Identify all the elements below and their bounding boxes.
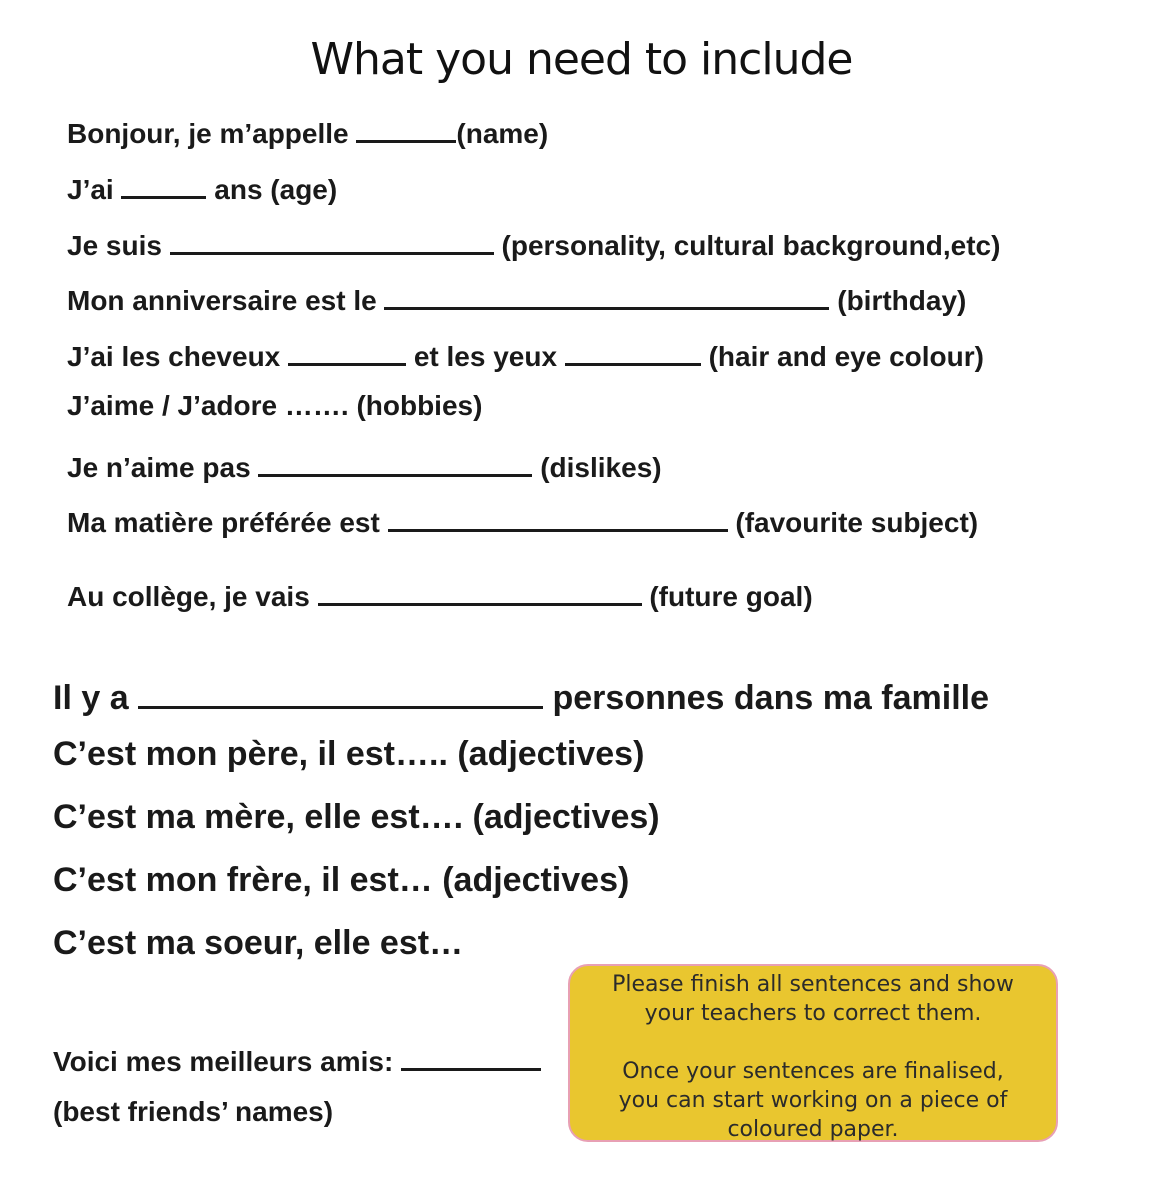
sentence-text: Voici mes meilleurs amis: xyxy=(53,1046,402,1077)
note-line: you can start working on a piece of xyxy=(618,1088,1008,1113)
sentence-hint: (name) xyxy=(456,118,549,149)
sentence-text: Ma matière préférée est xyxy=(67,507,388,538)
family-mother: C’est ma mère, elle est…. (adjectives) xyxy=(53,798,660,836)
sentence-text: et les yeux xyxy=(406,341,565,372)
blank-line xyxy=(121,168,206,199)
note-line: coloured paper. xyxy=(727,1117,899,1142)
sentence-text: J’ai xyxy=(67,174,122,205)
sentence-personality xyxy=(67,224,1000,262)
blank-line xyxy=(384,279,829,310)
sentence-hobbies: J’aime / J’adore ……. (hobbies) xyxy=(67,390,483,421)
sentence-text: Mon anniversaire est le xyxy=(67,285,385,316)
sentence-birthday xyxy=(67,279,966,317)
sentence-hint: (favourite subject) xyxy=(727,507,979,538)
friends-hint: (best friends’ names) xyxy=(53,1096,334,1127)
family-father: C’est mon père, il est….. (adjectives) xyxy=(53,735,645,773)
page-title: What you need to include xyxy=(310,34,853,85)
note-line: your teachers to correct them. xyxy=(644,1001,982,1026)
sentence-hint: (hair and eye colour) xyxy=(700,341,984,372)
blank-line xyxy=(258,446,532,477)
blank-line xyxy=(388,501,728,532)
sentence-text: Je n’aime pas xyxy=(67,452,259,483)
blank-line xyxy=(138,672,543,709)
blank-line xyxy=(565,335,701,366)
instruction-note xyxy=(568,964,1058,1142)
sentence-text: Il y a xyxy=(53,679,139,717)
sentence-hint: (future goal) xyxy=(641,581,813,612)
family-sister: C’est ma soeur, elle est… xyxy=(53,924,464,962)
family-brother: C’est mon frère, il est… (adjectives) xyxy=(53,861,630,899)
sentence-text: personnes dans ma famille xyxy=(543,679,989,717)
sentence-text: J’ai les cheveux xyxy=(67,341,289,372)
sentence-goal xyxy=(67,575,813,613)
sentence-hair-eyes xyxy=(67,335,984,373)
sentence-text: Au collège, je vais xyxy=(67,581,318,612)
sentence-hint: (personality, cultural background,etc) xyxy=(493,230,1001,261)
sentence-dislikes xyxy=(67,446,662,484)
friends-line xyxy=(53,1040,541,1078)
blank-line xyxy=(170,224,494,255)
sentence-age xyxy=(67,168,337,206)
sentence-text: Bonjour, je m’appelle xyxy=(67,118,357,149)
sentence-hint: ans (age) xyxy=(206,174,338,205)
blank-line xyxy=(401,1040,541,1071)
blank-line xyxy=(356,112,456,143)
sentence-hint: (birthday) xyxy=(829,285,967,316)
blank-line xyxy=(318,575,642,606)
blank-line xyxy=(288,335,406,366)
sentence-hint: (dislikes) xyxy=(532,452,662,483)
note-line: Once your sentences are finalised, xyxy=(622,1059,1004,1084)
family-count xyxy=(53,672,989,718)
sentence-subject xyxy=(67,501,978,539)
sentence-text: Je suis xyxy=(67,230,170,261)
note-line: Please finish all sentences and show xyxy=(612,972,1014,997)
sentence-name xyxy=(67,112,548,150)
